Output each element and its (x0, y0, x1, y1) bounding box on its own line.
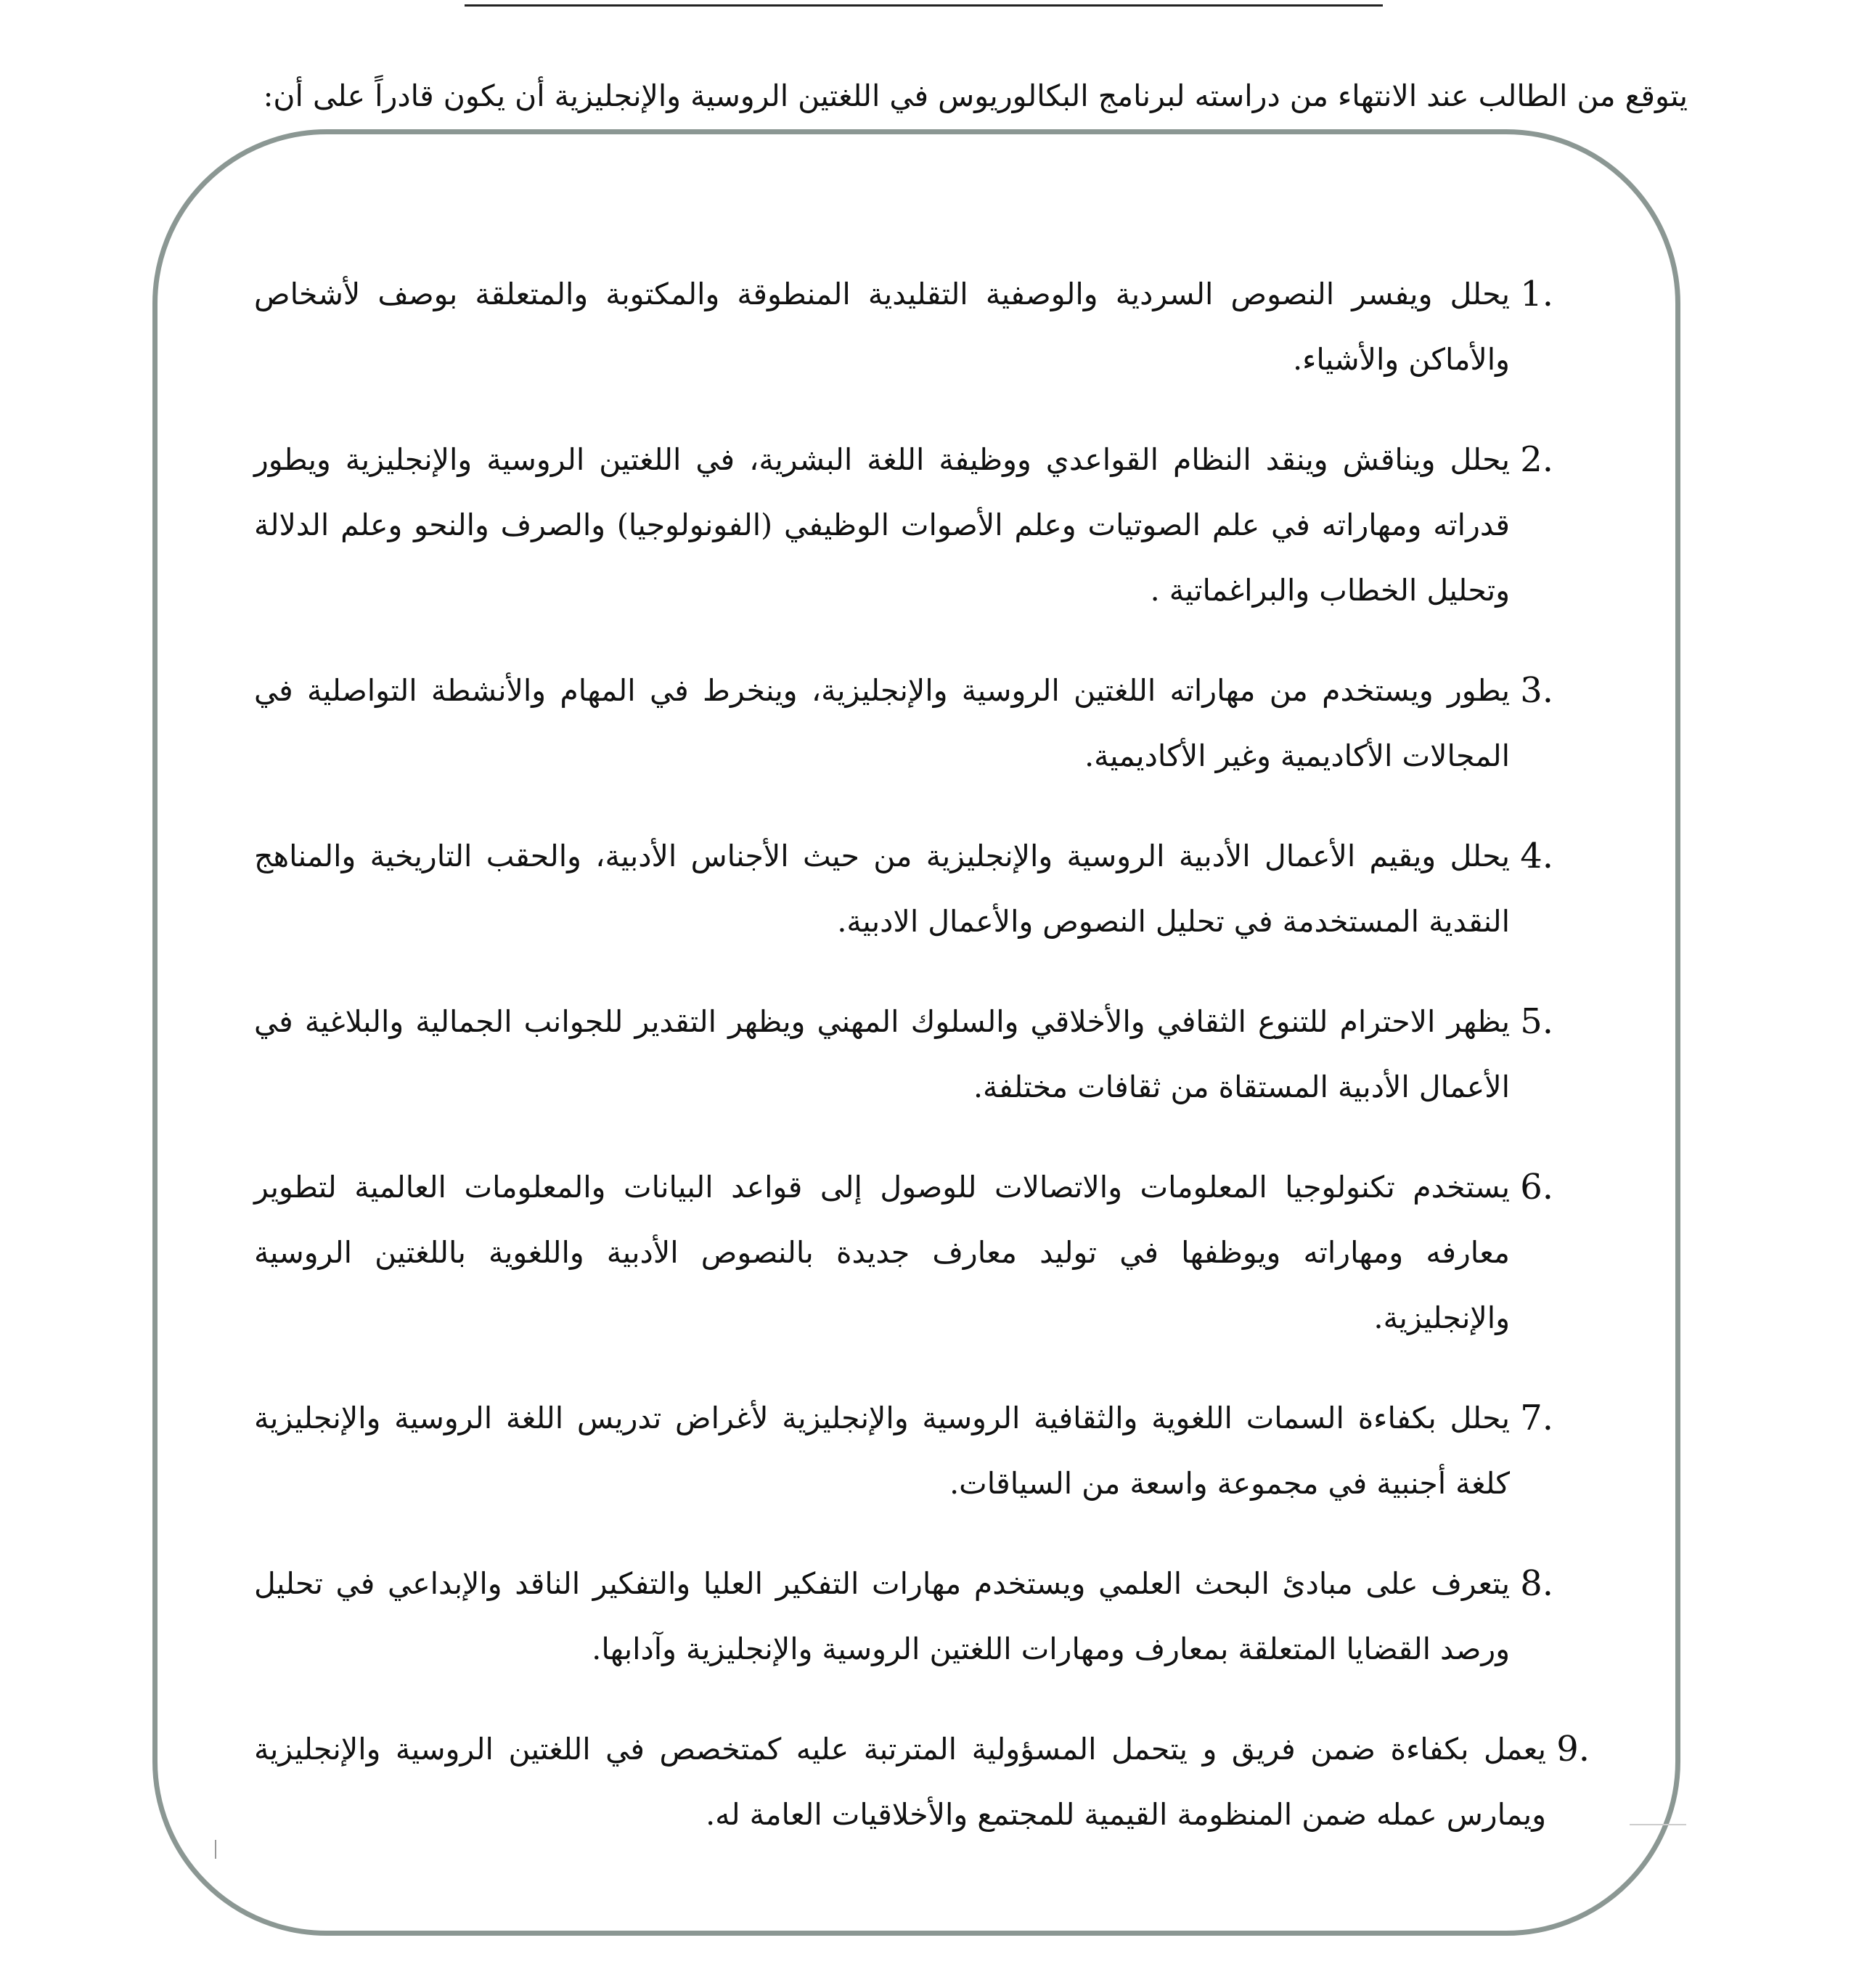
outcome-text: يعمل بكفاءة ضمن فريق و يتحمل المسؤولية المترتبة عليه كمتخصص في اللغتين الروسية والإنجليزية ويمارس عمله ضمن المنظومة القيمية للمجتمع والأخلاقيات العامة له. (254, 1732, 1546, 1832)
outcome-text: يحلل بكفاءة السمات اللغوية والثقافية الروسية والإنجليزية لأغراض تدريس اللغة الروسية والإنجليزية كلغة أجنبية في مجموعة واسعة من السياقات. (254, 1401, 1510, 1501)
outcome-text: يظهر الاحترام للتنوع الثقافي والأخلاقي والسلوك المهني ويظهر التقدير للجوانب الجمالية والبلاغية في الأعمال الأدبية المستقاة من ثقافات مختلفة. (254, 1004, 1510, 1104)
learning-outcome-item (254, 427, 1553, 623)
learning-outcome-item (254, 989, 1553, 1120)
intro-paragraph: يتوقع من الطالب عند الانتهاء من دراسته لبرنامج البكالوريوس في اللغتين الروسية والإنجليزية أن يكون قادراً على أن: (263, 78, 1688, 113)
learning-outcome-item (254, 261, 1553, 392)
decorative-rule (1630, 1824, 1686, 1825)
outcome-number: 3. (1520, 670, 1553, 711)
outcome-number: 6. (1520, 1167, 1553, 1207)
outcome-number: 5. (1520, 1001, 1553, 1042)
decorative-tick (215, 1840, 216, 1859)
outcome-number: 4. (1520, 836, 1553, 876)
learning-outcome-item (254, 1385, 1553, 1516)
learning-outcome-item (254, 1154, 1553, 1351)
outcome-number: 1. (1520, 274, 1553, 314)
outcome-text: يتعرف على مبادئ البحث العلمي ويستخدم مهارات التفكير العليا والتفكير الناقد والإبداعي في تحليل ورصد القضايا المتعلقة بمعارف ومهارات اللغتين الروسية والإنجليزية وآدابها. (254, 1566, 1510, 1666)
outcome-text: يحلل ويقيم الأعمال الأدبية الروسية والإنجليزية من حيث الأجناس الأدبية، والحقب التاريخية والمناهج النقدية المستخدمة في تحليل النصوص والأعمال الادبية. (254, 839, 1510, 939)
outcome-number: 9. (1556, 1729, 1590, 1769)
outcome-number: 8. (1520, 1563, 1553, 1604)
outcome-text: يحلل ويناقش وينقد النظام القواعدي ووظيفة اللغة البشرية، في اللغتين الروسية والإنجليزية ويطور قدراته ومهاراته في علم الصوتيات وعلم الأصوات الوظيفي (الفونولوجيا) والصرف والنحو وعلم الدلالة وتحليل الخطاب والبراغماتية . (254, 442, 1510, 608)
header-underline (465, 4, 1383, 7)
learning-outcome-item (254, 823, 1553, 954)
outcome-text: يطور ويستخدم من مهاراته اللغتين الروسية والإنجليزية، وينخرط في المهام والأنشطة التواصلية في المجالات الأكاديمية وغير الأكاديمية. (254, 673, 1510, 773)
learning-outcomes-list (254, 261, 1590, 1847)
outcome-number: 2. (1520, 439, 1553, 480)
outcome-text: يحلل ويفسر النصوص السردية والوصفية التقليدية المنطوقة والمكتوبة والمتعلقة بوصف لأشخاص والأماكن والأشياء. (254, 277, 1510, 377)
learning-outcome-item (254, 658, 1553, 789)
outcome-number: 7. (1520, 1398, 1553, 1438)
outcome-text: يستخدم تكنولوجيا المعلومات والاتصالات للوصول إلى قواعد البيانات والمعلومات العالمية لتطوير معارفه ومهاراته ويوظفها في توليد معارف جديدة بالنصوص الأدبية واللغوية باللغتين الروسية والإنجليزية. (254, 1170, 1510, 1335)
learning-outcome-item (254, 1551, 1553, 1682)
learning-outcome-item (254, 1716, 1590, 1847)
